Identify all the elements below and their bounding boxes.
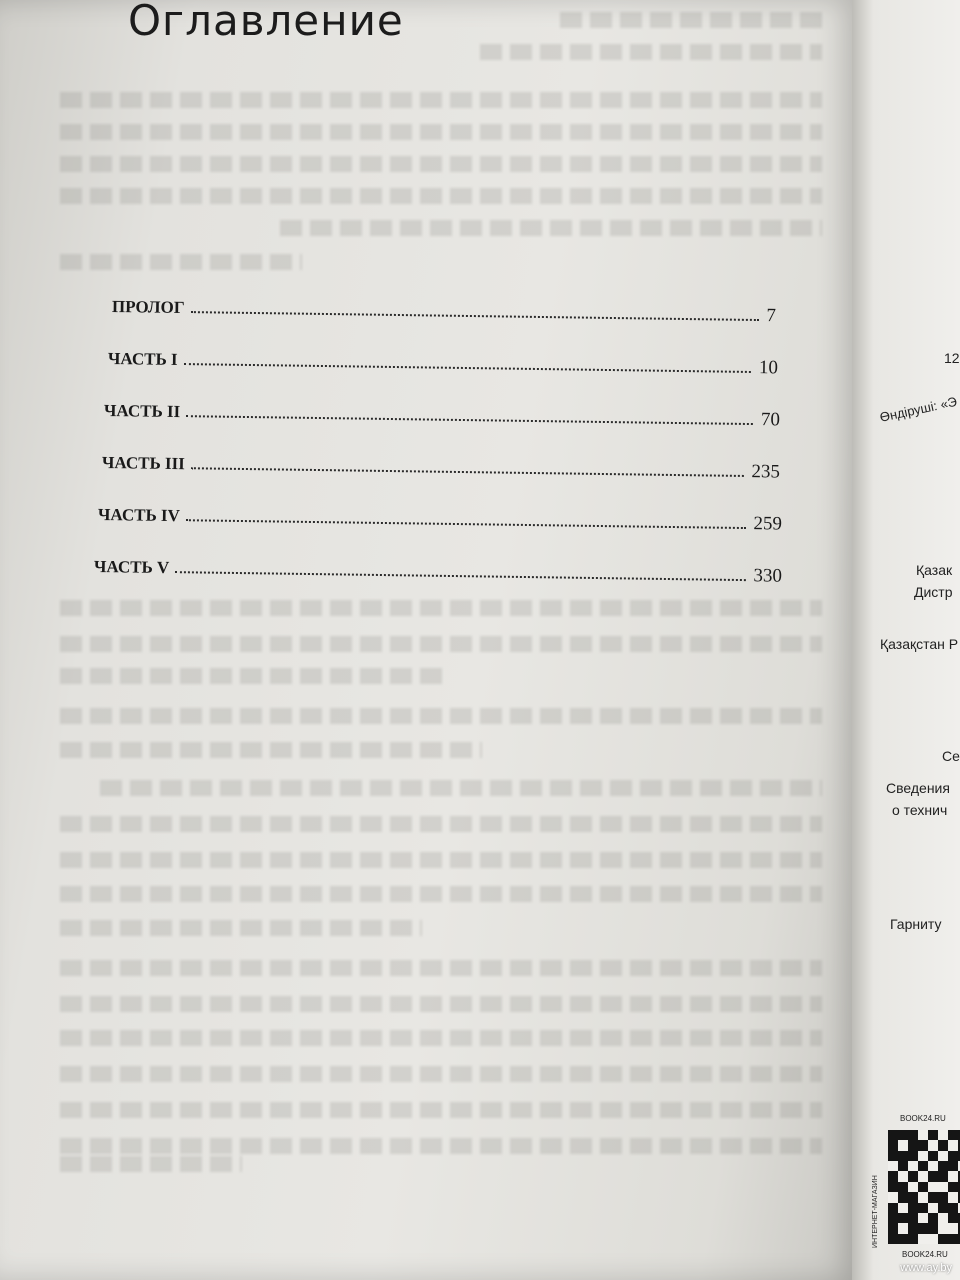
toc-entry-label: ЧАСТЬ V — [93, 557, 170, 578]
toc-leader-dots — [191, 465, 744, 477]
imprint-text: Өндіруші: «Э — [878, 393, 959, 425]
imprint-text: Дистр — [914, 584, 953, 600]
imprint-text: Се — [942, 748, 960, 764]
qr-side-text: ИНТЕРНЕТ-МАГАЗИН — [872, 1175, 879, 1248]
imprint-text: Сведения — [886, 780, 950, 796]
qr-code-block — [870, 1108, 960, 1268]
toc-entry — [104, 400, 780, 431]
toc-leader-dots — [186, 517, 746, 529]
toc-entry-page: 10 — [758, 357, 779, 379]
qr-code — [888, 1130, 960, 1244]
toc-entry-page: 70 — [760, 409, 781, 431]
imprint-text: о технич — [892, 802, 948, 818]
toc-entry — [102, 452, 780, 483]
toc-entry-label: ЧАСТЬ IV — [97, 505, 181, 526]
toc-entry-label: ЧАСТЬ III — [101, 453, 185, 474]
toc-entry — [112, 296, 776, 327]
toc-entry-label: ЧАСТЬ I — [107, 349, 178, 369]
toc-leader-dots — [191, 309, 759, 321]
toc-entry — [94, 556, 782, 588]
qr-caption: BOOK24.RU — [902, 1250, 948, 1259]
toc-entry — [108, 348, 778, 379]
toc-leader-dots — [184, 361, 751, 373]
imprint-text: Қазақстан Р — [880, 636, 959, 652]
toc-entry-page: 235 — [751, 461, 781, 483]
toc-title: Оглавление — [128, 0, 404, 45]
toc-leader-dots — [186, 413, 753, 425]
toc-entry-page: 259 — [753, 513, 783, 535]
toc-leader-dots — [175, 569, 745, 581]
toc-entry-page: 330 — [753, 565, 783, 587]
toc-entry — [98, 504, 782, 536]
watermark: www.ay.by — [900, 1262, 952, 1274]
imprint-text: Қазак — [916, 562, 953, 578]
toc-entry-label: ПРОЛОГ — [111, 297, 185, 318]
imprint-text: Гарниту — [890, 916, 942, 932]
toc-entry-page: 7 — [766, 305, 777, 327]
toc-entry-label: ЧАСТЬ II — [103, 401, 181, 422]
qr-caption: BOOK24.RU — [900, 1114, 946, 1123]
imprint-text: 12 — [944, 350, 960, 366]
